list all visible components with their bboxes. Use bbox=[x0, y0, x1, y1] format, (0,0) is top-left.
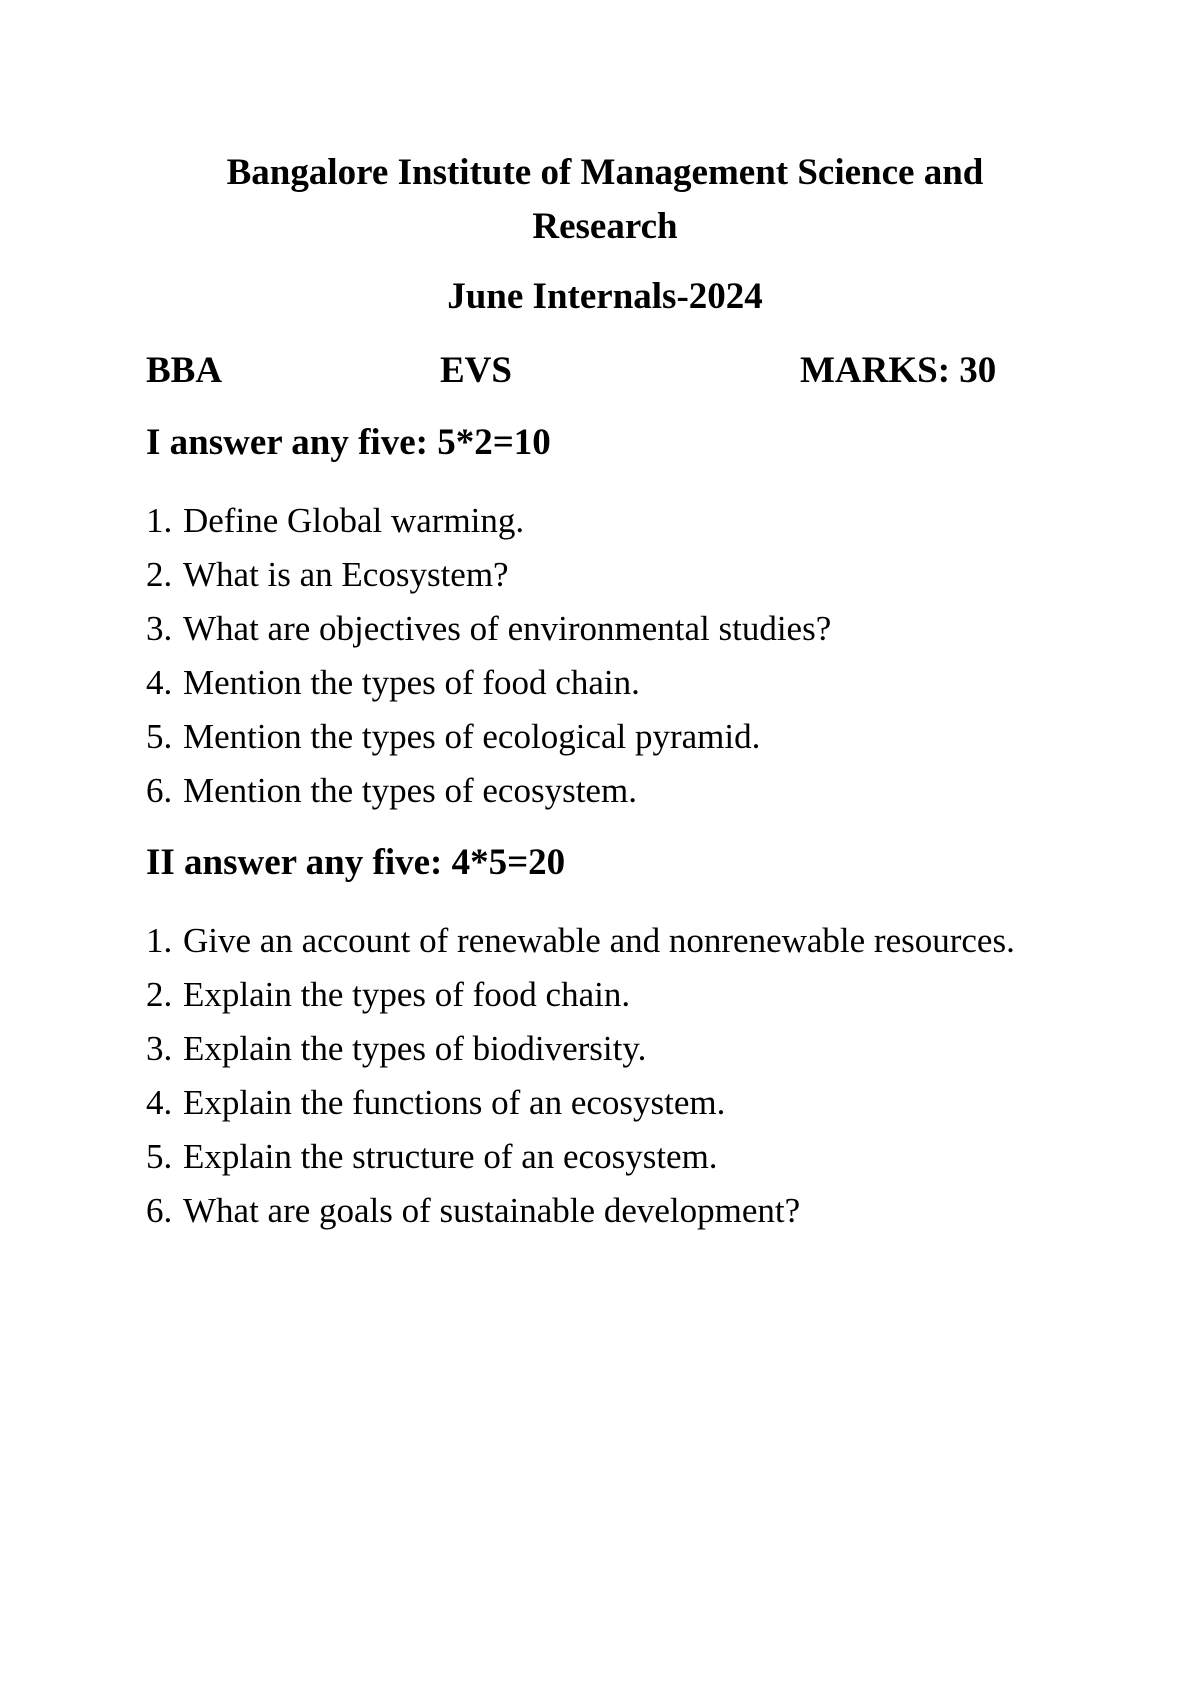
question-text: What are goals of sustainable development? bbox=[183, 1191, 801, 1230]
section-1-heading: I answer any five: 5*2=10 bbox=[146, 422, 551, 463]
exam-title: June Internals-2024 bbox=[447, 276, 763, 317]
question-number: 2. bbox=[146, 555, 173, 594]
question-text: What is an Ecosystem? bbox=[183, 555, 509, 594]
paper-meta-row bbox=[0, 344, 1200, 398]
section-1-question-list bbox=[146, 494, 1026, 818]
question-text: Mention the types of ecological pyramid. bbox=[183, 717, 761, 756]
question-item bbox=[146, 914, 1026, 968]
question-item bbox=[146, 1184, 1026, 1238]
question-text: Mention the types of ecosystem. bbox=[183, 771, 637, 810]
question-item bbox=[146, 1076, 1026, 1130]
institution-title: Bangalore Institute of Management Science and Research bbox=[226, 152, 984, 247]
question-number: 5. bbox=[146, 717, 173, 756]
question-text: Explain the types of food chain. bbox=[183, 975, 631, 1014]
course-label: BBA bbox=[146, 350, 223, 391]
subject-label: EVS bbox=[440, 350, 512, 391]
question-number: 5. bbox=[146, 1137, 173, 1176]
question-text: Define Global warming. bbox=[183, 501, 525, 540]
question-text: Explain the structure of an ecosystem. bbox=[183, 1137, 718, 1176]
question-item bbox=[146, 602, 1026, 656]
question-number: 1. bbox=[146, 501, 173, 540]
question-text: Explain the types of biodiversity. bbox=[183, 1029, 647, 1068]
question-text: What are objectives of environmental studies? bbox=[183, 609, 832, 648]
question-text: Mention the types of food chain. bbox=[183, 663, 640, 702]
question-number: 4. bbox=[146, 1083, 173, 1122]
question-item bbox=[146, 1130, 1026, 1184]
question-text: Give an account of renewable and nonrenewable resources. bbox=[183, 921, 1015, 960]
question-number: 6. bbox=[146, 771, 173, 810]
total-marks-label: MARKS: 30 bbox=[800, 350, 997, 391]
question-item bbox=[146, 494, 1026, 548]
question-item bbox=[146, 1022, 1026, 1076]
question-number: 4. bbox=[146, 663, 173, 702]
question-number: 1. bbox=[146, 921, 173, 960]
question-number: 3. bbox=[146, 609, 173, 648]
question-number: 6. bbox=[146, 1191, 173, 1230]
question-number: 3. bbox=[146, 1029, 173, 1068]
question-number: 2. bbox=[146, 975, 173, 1014]
question-item bbox=[146, 656, 1026, 710]
section-2-question-list bbox=[146, 914, 1026, 1238]
question-item bbox=[146, 764, 1026, 818]
question-item bbox=[146, 968, 1026, 1022]
question-item bbox=[146, 548, 1026, 602]
question-text: Explain the functions of an ecosystem. bbox=[183, 1083, 726, 1122]
section-2-heading: II answer any five: 4*5=20 bbox=[146, 842, 566, 883]
question-item bbox=[146, 710, 1026, 764]
